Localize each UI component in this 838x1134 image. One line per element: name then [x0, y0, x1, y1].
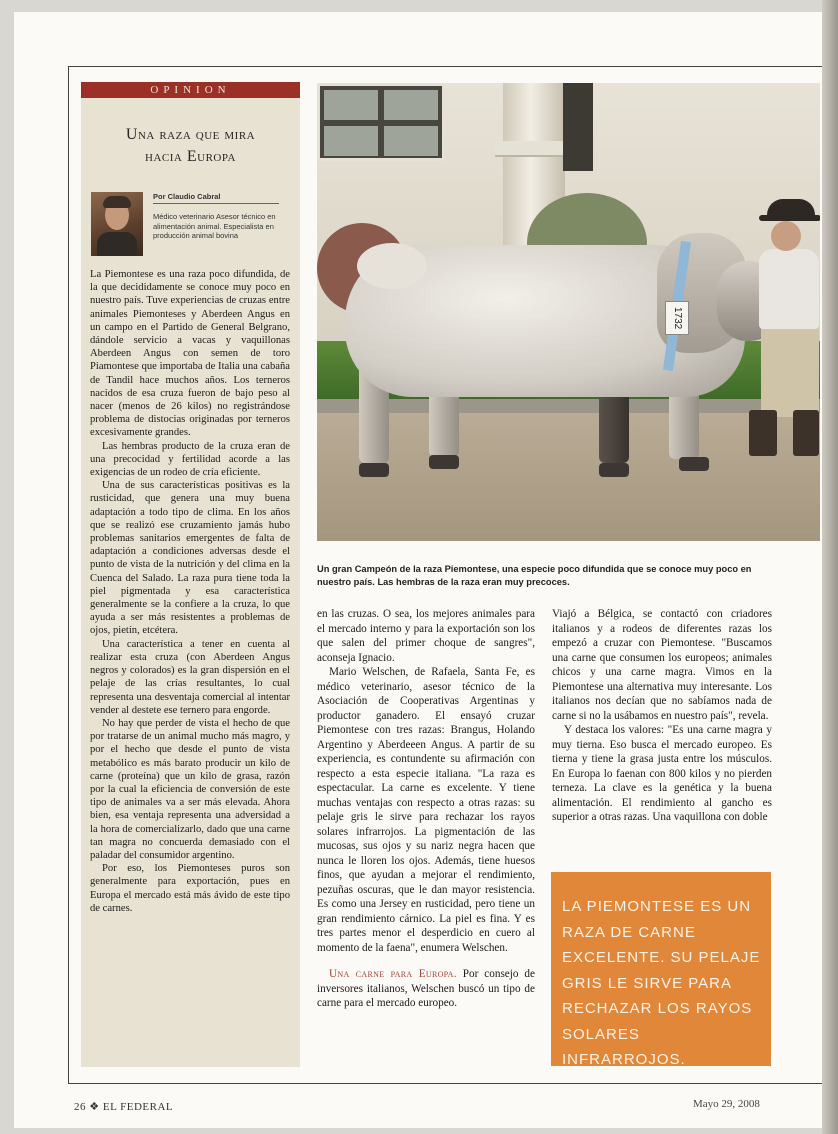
opinion-paragraph: Una característica a tener en cuenta al realizar esta cruza (con Aberdeen Angus negros y colorados) es la gran dispersión en el pelaje de las crías resultantes, lo cual representa una desventaja comercial al intentar vender al destete ese ternero para engorde.: [90, 638, 290, 716]
article-paragraph-subhead: [317, 967, 535, 1011]
opinion-body: [81, 266, 300, 915]
opinion-title: [91, 124, 290, 168]
building-window: [317, 83, 445, 161]
article-column-2: [552, 607, 772, 825]
article-column-1: [317, 607, 535, 1011]
author-byline: Por Claudio Cabral: [153, 192, 279, 204]
section-label: OPINION: [81, 82, 300, 98]
author-credentials: Médico veterinario Asesor técnico en alimentación animal. Especialista en producción animal bovina: [153, 212, 276, 240]
article-paragraph: en las cruzas. O sea, los mejores animales para el mercado interno y para la exportación son los que salen del primer choque de sangres", aconseja Ignacio.: [317, 608, 535, 664]
issue-date: Mayo 29, 2008: [693, 1098, 760, 1110]
opinion-paragraph: Una de sus características positivas es la rusticidad, que genera una muy buena adaptación a todo tipo de clima. En los años que se realizó ese cruzamiento jamás hubo problemas sanitarios emergentes de falta de adaptación a condiciones adversas desde el punto de vista de la nutrición y del clima en la Cuenca del Salado. La raza pura tiene toda la piel pigmentada y esa característica generalmente se la confiere a la cruza, lo que ayuda a ser más resistentes a problemas de ojos, pietín, etcétera.: [90, 480, 290, 637]
opinion-title-line1: Una raza que mira: [125, 126, 256, 143]
frame-rule-top: [68, 66, 828, 67]
author-block: [81, 186, 300, 266]
frame-rule-left: [68, 66, 69, 1083]
bull-photo: [317, 83, 820, 541]
article-paragraph: Mario Welschen, de Rafaela, Santa Fe, es médico veterinario, asesor técnico de la Asociación de Cooperativas Argentinas y productor ganadero. El ensayó cruzar Piemontese con tres razas: Brangus, Holando Argentino y Aberdeeen Angus. A partir de su experiencia, es contundente su afirmación con respecto a esta especie italiana. "La raza es espectacular. La carne es excelente. Y tiene muchas ventajas con respecto a otras razas: su pelaje gris le sirve para rechazar los rayos solares infrarrojos. La pigmentación de las mucosas, sus ojos y su nariz negra hacen que nunca le lloren los ojos. Además, tiene huesos finos, que ayudan a mejorar el rendimiento, pezuñas oscuras, que le dan mayor resistencia. Es como una Jersey en rusticidad, pero tiene un gran rendimiento cárnico. La piel es fina. Y es tres partes menor el desperdicio en cuero al momento de la faena", enumera Welschen.: [317, 666, 535, 954]
frame-rule-bottom: [68, 1083, 828, 1084]
opinion-paragraph: Por eso, los Piemonteses puros son generalmente para exportación, pues en Europa el mercado está más ávido de este tipo de carnes.: [90, 863, 290, 914]
article-subhead: Una carne para Europa.: [329, 968, 457, 980]
page-gutter-shadow: [822, 0, 838, 1134]
article-paragraph: Viajó a Bélgica, se contactó con criadores italianos y a rodeos de diferentes razas los empezó a cruzar con Piemontese. "Buscamos una carne que consumen los europeos; animales chicos y una carne magra. Vimos en la Piemontese una alternativa muy interesante. Los italianos nos decían que no sabíamos nada de carne si no la usábamos en nuestro país", revela.: [552, 608, 772, 722]
handler-figure: [745, 215, 820, 465]
article-subhead-text: Por consejo de inversores italianos, Welschen buscó un tipo de carne para el mercado europeo.: [317, 968, 535, 1009]
page-folio: 26 ❖ EL FEDERAL: [74, 1101, 174, 1113]
article-paragraph: Y destaca los valores: "Es una carne magra y muy tierna. Eso busca el mercado europeo. Es tierna y tiene la grasa justa entre los músculos. En Europa lo faenan con 800 kilos y no pierden terneza. La clave es la genética y la buena alimentación. El rendimiento al gancho es superior a otras razas. Una vaquillona con doble: [552, 724, 772, 823]
opinion-paragraph: No hay que perder de vista el hecho de que por tratarse de un animal mucho más magro, y por el hecho que desde el punto de vista metabólico es más barato producir un kilo de carne (proteína) que un kilo de grasa, razón por la cual la eficiencia de conversión de este tipo de animales va a ser más elevada. Ahora bien, esa ventaja representa una adversidad a la hora de comercializarlo, dado que una carne tan magra no concuerda demasiado con el paladar del consumidor argentino.: [90, 717, 290, 861]
opinion-title-line2: hacia Europa: [145, 148, 236, 165]
opinion-paragraph: La Piemontese es una raza poco difundida, de la que decididamente se conoce muy poco en nuestro país. Tuve experiencias de cruzas entre animales Piemonteses y Aberdeen Angus en un campo en el Partido de General Belgrano, dándole servicio a vacas y vaquillonas Aberdeen Angus con semen de toro Piamontese que importaba de Italia una cabaña de Tandil hace muchos años. Los terneros nacidos de esa cruza fueron de bajo peso al nacer (menos de 26 kilos) no registrándose problema de distocias originadas por terneros excesivamente grandes.: [90, 269, 290, 439]
photo-caption: Un gran Campeón de la raza Piemontese, una especie poco difundida que se conoce muy poco en nuestro país. Las hembras de la raza eran muy precoces.: [317, 564, 752, 587]
opinion-sidebar: [81, 82, 300, 1067]
pull-quote: LA PIEMONTESE ES UN RAZA DE CARNE EXCELENTE. SU PELAJE GRIS LE SIRVE PARA RECHAZAR LOS RAYOS SOLARES INFRARROJOS.: [551, 872, 771, 1066]
bull-number-tag: 1732: [665, 301, 689, 335]
author-photo: [91, 192, 143, 256]
opinion-paragraph: Las hembras producto de la cruza eran de una precocidad y fertilidad acorde a las exigencias de un rodeo de cría eficiente.: [90, 440, 290, 479]
